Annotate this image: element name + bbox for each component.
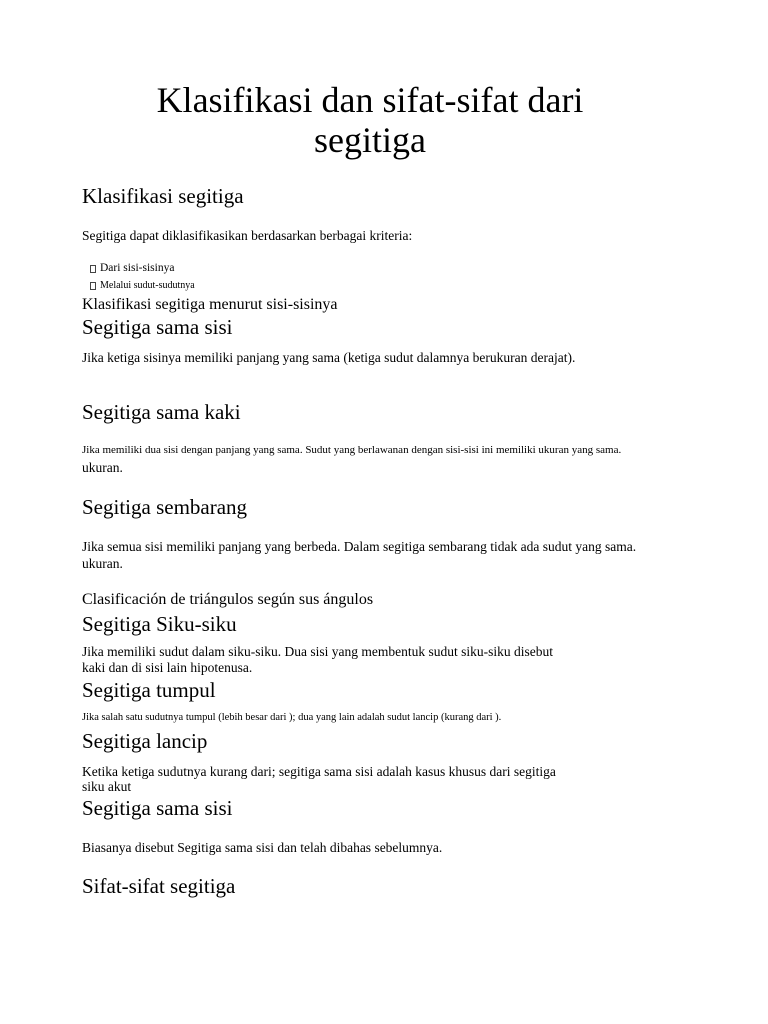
heading-right: Segitiga Siku-siku: [82, 612, 237, 636]
page-title-line2: segitiga: [314, 120, 426, 161]
text-scalene-line1: Jika semua sisi memiliki panjang yang berbeda. Dalam segitiga sembarang tidak ada sudut yang sama.: [82, 539, 637, 554]
text-isosceles-line2: ukuran.: [82, 460, 123, 475]
subsection-heading-by-sides: Klasifikasi segitiga menurut sisi-sisinya: [82, 296, 338, 313]
section-heading-classification: Klasifikasi segitiga: [82, 184, 244, 208]
text-acute-line1: Ketika ketiga sudutnya kurang dari; segitiga sama sisi adalah kasus khusus dari segitiga: [82, 764, 556, 779]
heading-acute: Segitiga lancip: [82, 729, 208, 753]
page-title: [20, 80, 720, 161]
text-equilateral: Jika ketiga sisinya memiliki panjang yang sama (ketiga sudut dalamnya berukuran derajat).: [82, 350, 576, 365]
heading-isosceles: Segitiga sama kaki: [82, 400, 241, 424]
list-item-label: Dari sisi-sisinya: [100, 262, 175, 274]
list-item: [90, 280, 195, 292]
heading-equilateral-2: Segitiga sama sisi: [82, 796, 233, 820]
list-item-label: Melalui sudut-sudutnya: [100, 280, 195, 291]
text-equilateral-2: Biasanya disebut Segitiga sama sisi dan telah dibahas sebelumnya.: [82, 840, 443, 855]
text-isosceles-line1: Jika memiliki dua sisi dengan panjang yang sama. Sudut yang berlawanan dengan sisi-sisi ini memiliki ukuran yang sama.: [82, 444, 622, 456]
text-acute-line2: siku akut: [82, 779, 132, 794]
text-obtuse: Jika salah satu sudutnya tumpul (lebih besar dari ); dua yang lain adalah sudut lancip (kurang dari ).: [82, 712, 502, 723]
text-scalene-line2: ukuran.: [82, 556, 123, 571]
list-item: [90, 262, 174, 275]
heading-equilateral: Segitiga sama sisi: [82, 315, 233, 339]
heading-obtuse: Segitiga tumpul: [82, 678, 216, 702]
heading-properties: Sifat-sifat segitiga: [82, 874, 236, 898]
text-right-line1: Jika memiliki sudut dalam siku-siku. Dua sisi yang membentuk sudut siku-siku disebut: [82, 644, 553, 659]
heading-scalene: Segitiga sembarang: [82, 495, 248, 519]
text-right-line2: kaki dan di sisi lain hipotenusa.: [82, 660, 253, 675]
page-title-line1: Klasifikasi dan sifat-sifat dari: [156, 80, 584, 120]
subsection-heading-by-angles: Clasificación de triángulos según sus ángulos: [82, 591, 374, 608]
bullet-box-icon: [90, 282, 96, 290]
intro-text: Segitiga dapat diklasifikasikan berdasarkan berbagai kriteria:: [82, 228, 413, 243]
bullet-box-icon: [90, 265, 96, 273]
